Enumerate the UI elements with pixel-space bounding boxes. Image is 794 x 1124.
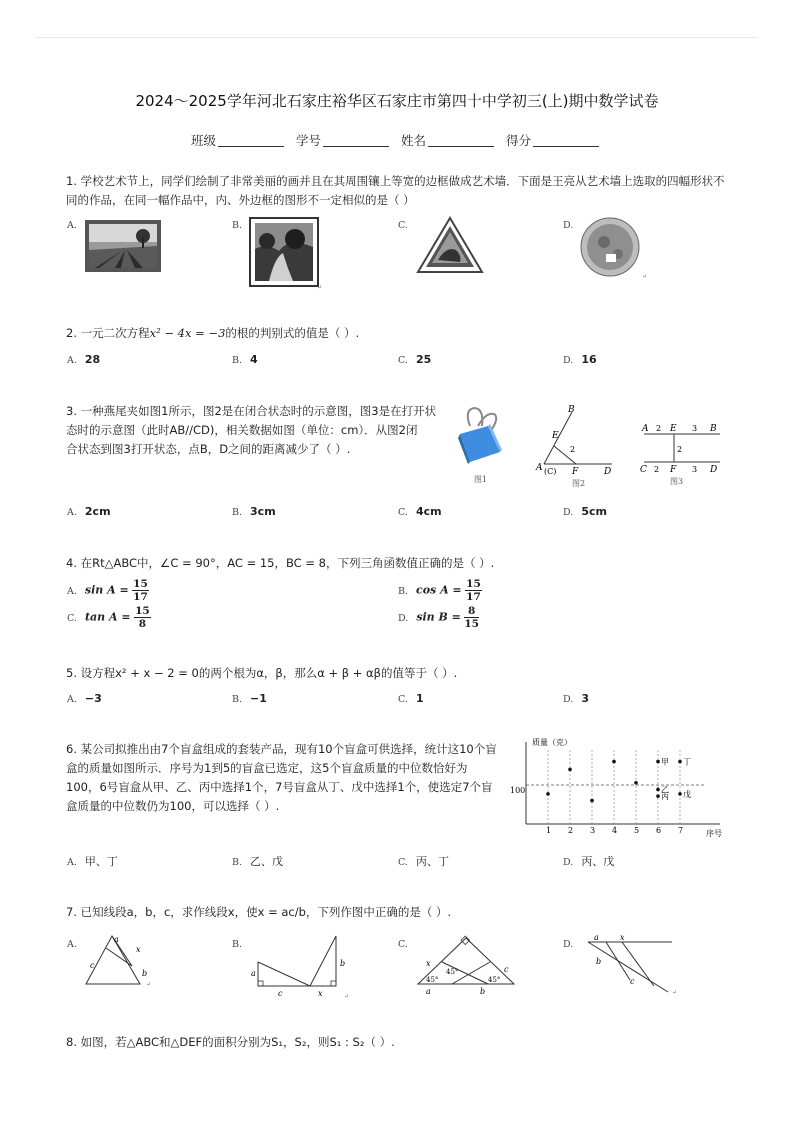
svg-text:c: c (504, 965, 509, 974)
student-info-row (0, 131, 794, 149)
chart-xlabel: 序号 (706, 829, 722, 838)
q1-stem-line2: 同的作品，在同一幅作品中，内、外边框的图形不一定相似的是（ ） (66, 193, 415, 207)
svg-text:x: x (318, 989, 323, 998)
q4-option-b-fraction: $\frac{15}{17}$ (466, 578, 481, 603)
q7-option-b-label[interactable]: B. (232, 939, 243, 950)
q3-option-c[interactable]: C. 4cm (398, 505, 442, 518)
q5-option-d[interactable]: D. 3 (563, 692, 589, 705)
id-blank[interactable] (323, 146, 389, 147)
score-blank[interactable] (533, 146, 599, 147)
q7-figure-a (82, 930, 154, 990)
svg-text:x: x (426, 959, 431, 968)
q3-fig2-label-e: E (552, 431, 559, 441)
q2-stem-end: 的根的判别式的值是（ ）. (225, 326, 360, 340)
q7-figure-d (584, 930, 680, 996)
q3-figure-1-caption: 图1 (474, 475, 488, 484)
svg-text:b: b (480, 987, 486, 996)
q1-stem-line1: 1. 学校艺术节上，同学们绘制了非常美丽的画并且在其周围镶上等宽的边框做成艺术墙．下面是王亮从艺术墙上选取的四幅形状不 (66, 174, 725, 188)
svg-text:45°: 45° (426, 976, 439, 984)
q3-option-b[interactable]: B. 3cm (232, 505, 276, 518)
class-blank[interactable] (218, 146, 284, 147)
chart-point-甲 (656, 760, 660, 764)
q3-figure-2-caption: 图2 (572, 479, 586, 488)
q2-option-b[interactable]: B. 4 (232, 353, 258, 366)
id-label: 学号 (295, 133, 321, 148)
q5-option-c[interactable]: C. 1 (398, 692, 424, 705)
svg-text:↵: ↵ (672, 989, 678, 996)
chart-point-no3 (590, 799, 594, 803)
q2-option-c[interactable]: C. 25 (398, 353, 432, 366)
chart-point-label-乙: 乙 (661, 785, 669, 795)
page-title: 2024～2025学年河北石家庄裕华区石家庄市第四十中学初三(上)期中数学试卷 (135, 92, 659, 110)
class-label: 班级 (190, 133, 216, 148)
chart-x-tick-1: 1 (546, 826, 552, 835)
question-7: 7. 已知线段a，b，c，求作线段x，使x = ac/b，下列作图中正确的是（ ）. (66, 905, 452, 919)
svg-text:c: c (278, 989, 283, 998)
q7-option-c-label[interactable]: C. (398, 939, 408, 950)
question-3 (66, 402, 456, 459)
q3-fig3-label-2b: 2 (654, 465, 660, 474)
chart-point-no5 (634, 781, 638, 785)
question-5: 5. 设方程x² + x − 2 = 0的两个根为α，β，那么α + β + αβ的值等于（ ）. (66, 666, 458, 680)
chart-point-丙 (656, 794, 660, 798)
question-8: 8. 如图，若△ABC和△DEF的面积分别为S₁，S₂，则S₁ : S₂（ ）. (66, 1035, 395, 1049)
q5-option-b[interactable]: B. −1 (232, 692, 267, 705)
q1-picture-b-square (249, 217, 321, 289)
q6-stem-line1: 6. 某公司拟推出由7个盲盒组成的套装产品，现有10个盲盒可供选择，统计这10个盲 (66, 742, 497, 756)
top-rule (36, 37, 758, 38)
q3-stem-line3: 合状态到图3打开状态，点B，D之间的距离减少了（ ）. (66, 442, 351, 456)
q3-option-a[interactable]: A. 2cm (67, 505, 111, 518)
chart-point-label-丁: 丁 (683, 757, 691, 767)
svg-text:c: c (90, 961, 95, 970)
chart-point-label-甲: 甲 (661, 757, 669, 767)
svg-text:x: x (620, 933, 625, 942)
q3-fig2-label-c: (C) (544, 467, 557, 476)
q3-fig3-label-c: C (640, 465, 647, 475)
svg-text:b: b (340, 959, 346, 968)
q3-fig2-label-a: A (536, 463, 543, 473)
chart-x-tick-3: 3 (590, 826, 596, 835)
svg-text:a: a (114, 935, 119, 944)
chart-x-tick-7: 7 (678, 826, 684, 835)
q6-option-c[interactable]: C. 丙、丁 (398, 855, 449, 868)
svg-text:45°: 45° (488, 976, 501, 984)
svg-text:a: a (426, 987, 431, 996)
q3-fig3-label-3a: 3 (692, 424, 698, 433)
chart-point-no4 (612, 760, 616, 764)
q3-option-d[interactable]: D. 5cm (563, 505, 607, 518)
q3-fig3-label-f: F (670, 465, 677, 475)
q3-fig3-label-b: B (710, 424, 717, 434)
svg-text:b: b (596, 957, 602, 966)
q1-option-c-label[interactable]: C. (398, 220, 408, 231)
q3-stem-line2: 态时的示意图（此时AB//CD)，相关数据如图（单位：cm）．从图2闭 (66, 423, 418, 437)
svg-text:↵: ↵ (642, 273, 648, 280)
chart-ylabel: 质量（克） (532, 738, 572, 747)
svg-text:↵: ↵ (344, 993, 350, 1000)
name-blank[interactable] (428, 146, 494, 147)
q6-option-a[interactable]: A. 甲、丁 (67, 855, 118, 868)
svg-text:↵: ↵ (317, 284, 323, 291)
q6-stem-line4: 盒质量的中位数仍为100，可以选择（ ）. (66, 799, 280, 813)
q5-option-a[interactable]: A. −3 (67, 692, 102, 705)
q4-option-a[interactable]: A. sin A = $\frac{15}{17}$ (67, 578, 148, 603)
q7-figure-b (248, 930, 354, 1000)
chart-point-乙 (656, 788, 660, 792)
score-label: 得分 (505, 133, 531, 148)
chart-x-tick-6: 6 (656, 826, 662, 835)
svg-text:c: c (630, 977, 635, 986)
q3-fig3-label-d: D (710, 465, 718, 475)
q1-picture-a-rectangle (85, 220, 161, 272)
q2-equation: x² − 4x = −3 (149, 326, 226, 340)
q3-fig3-label-mid: 2 (677, 445, 683, 454)
q3-figure-3-open (636, 418, 726, 490)
q3-fig3-label-2a: 2 (656, 424, 662, 433)
q3-fig2-label-2: 2 (570, 445, 576, 454)
q1-picture-d-circle (580, 216, 652, 280)
q3-fig2-label-d: D (604, 467, 612, 477)
svg-text:45°: 45° (446, 968, 459, 976)
q4-option-c-fraction: $\frac{15}{8}$ (135, 605, 150, 630)
q6-option-d[interactable]: D. 丙、戊 (563, 855, 615, 868)
q6-option-b[interactable]: B. 乙、戊 (232, 855, 284, 868)
q7-option-a-label[interactable]: A. (67, 939, 77, 950)
q6-scatter-chart (506, 736, 732, 840)
chart-point-label-戊: 戊 (683, 789, 691, 799)
chart-point-no2 (568, 768, 572, 772)
question-6 (66, 740, 506, 816)
q3-fig3-label-a: A (642, 424, 649, 434)
q3-fig3-label-e: E (670, 424, 677, 434)
q1-option-b-label[interactable]: B. (232, 220, 243, 231)
svg-text:↵: ↵ (146, 981, 152, 988)
q6-stem-line3: 100，6号盲盒从甲、乙、丙中选择1个，7号盲盒从丁、戊中选择1个，使选定7个盲 (66, 780, 493, 794)
q4-option-b[interactable]: B. cos A = $\frac{15}{17}$ (398, 578, 481, 603)
q3-figure-2-closed (532, 402, 618, 488)
chart-point-戊 (678, 792, 682, 796)
svg-text:a: a (251, 969, 256, 978)
q7-figure-c (414, 932, 518, 996)
svg-text:x: x (136, 945, 141, 954)
q3-fig2-label-f: F (572, 467, 579, 477)
q4-option-d-fraction: $\frac{8}{15}$ (464, 605, 479, 630)
q3-stem-line1: 3. 一种燕尾夹如图1所示，图2是在闭合状态时的示意图，图3是在打开状 (66, 404, 437, 418)
chart-x-tick-2: 2 (568, 826, 574, 835)
q2-stem-start: 2. 一元二次方程 (66, 326, 150, 340)
chart-point-丁 (678, 760, 682, 764)
name-label: 姓名 (400, 133, 426, 148)
q2-option-a[interactable]: A. 28 (67, 353, 101, 366)
q2-option-d[interactable]: D. 16 (563, 353, 597, 366)
q1-option-a-label[interactable]: A. (67, 220, 77, 231)
q7-option-d-label[interactable]: D. (563, 939, 574, 950)
question-4: 4. 在Rt△ABC中，∠C = 90°，AC = 15，BC = 8，下列三角函数值正确的是（ ）. (66, 556, 495, 570)
q4-option-a-fraction: $\frac{15}{17}$ (133, 578, 148, 603)
q4-option-c[interactable]: C. tan A = $\frac{15}{8}$ (67, 605, 150, 630)
question-2 (66, 324, 359, 343)
chart-point-label-丙: 丙 (661, 792, 669, 802)
chart-marks (546, 758, 691, 803)
chart-axes (526, 742, 720, 835)
chart-ytick-100: 100 (510, 786, 526, 795)
question-1 (66, 172, 736, 210)
q3-figure-3-caption: 图3 (670, 477, 684, 486)
svg-text:b: b (142, 969, 148, 978)
q4-option-d[interactable]: D. sin B = $\frac{8}{15}$ (398, 605, 479, 630)
q3-fig3-label-3b: 3 (692, 465, 698, 474)
chart-x-tick-5: 5 (634, 826, 640, 835)
svg-text:a: a (594, 933, 599, 942)
q3-figure-1-binder-clip (452, 404, 508, 486)
q1-option-d-label[interactable]: D. (563, 220, 574, 231)
q1-picture-c-triangle (416, 216, 484, 274)
chart-x-tick-4: 4 (612, 826, 618, 835)
chart-point-no1 (546, 792, 550, 796)
q3-fig2-label-b: B (568, 405, 575, 415)
q6-stem-line2: 盒的质量如图所示．序号为1到5的盲盒已选定，这5个盲盒质量的中位数恰好为 (66, 761, 468, 775)
